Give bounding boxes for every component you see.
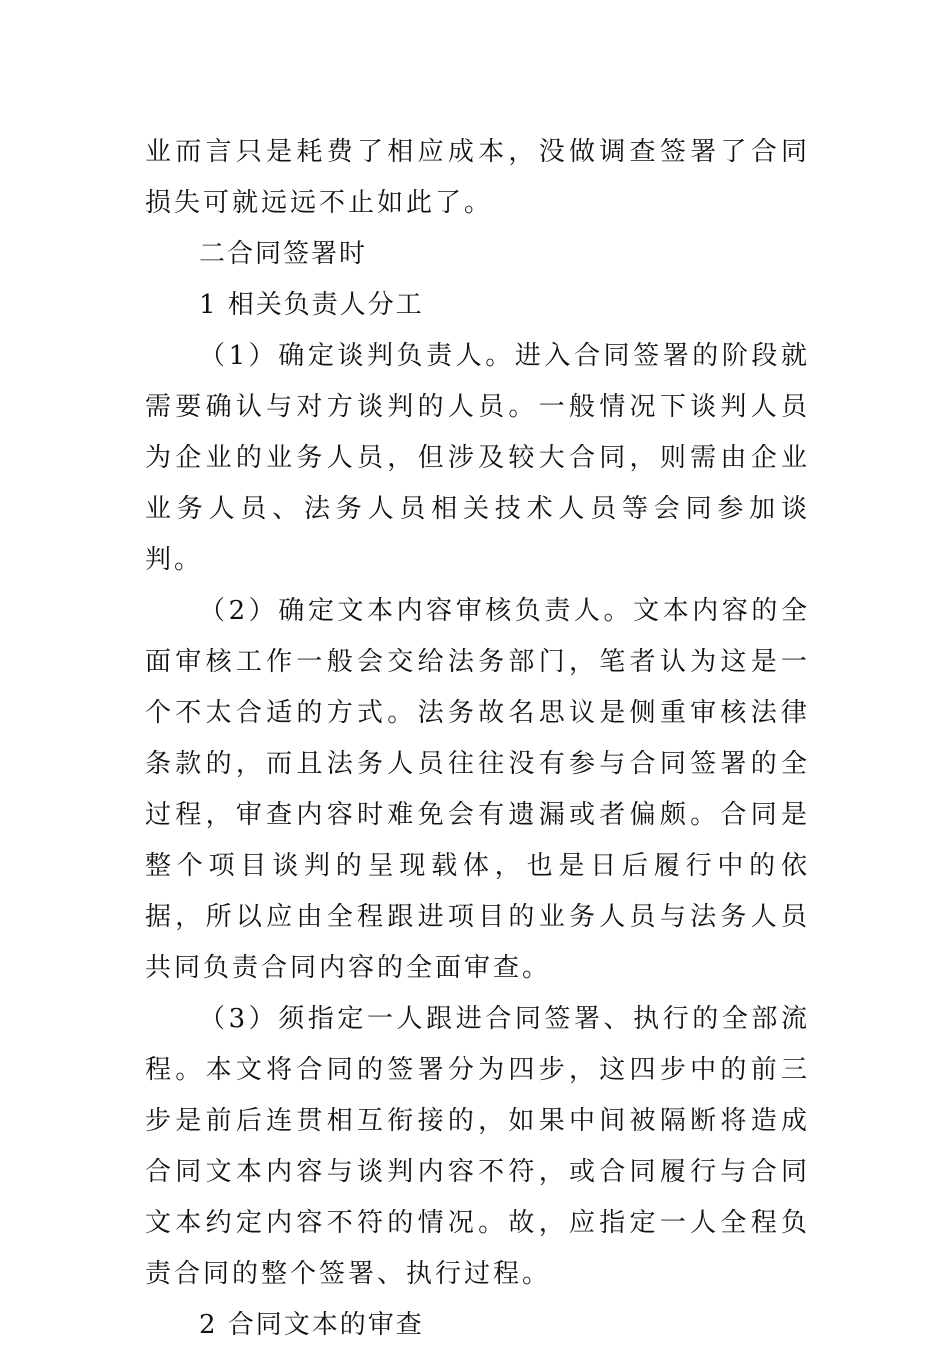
paragraph-single-owner: （3）须指定一人跟进合同签署、执行的全部流程。本文将合同的签署分为四步，这四步中的前三步是前后连贯相互衔接的，如果中间被隔断将造成合同文本内容与谈判内容不符，或合同履行与合同文本约定内容不符的情况。故，应指定一人全程负责合同的整个签署、执行过程。 (145, 1004, 810, 1289)
subsection-heading-responsibilities: 1 相关负责人分工 (199, 290, 424, 320)
paragraph-text-review-lead: （2）确定文本内容审核负责人。文本内容的全面审核工作一般会交给法务部门，笔者认为这是一个不太合适的方式。法务故名思议是侧重审核法律条款的，而且法务人员往往没有参与合同签署的全过程，审查内容时难免会有遗漏或者偏颇。合同是整个项目谈判的呈现载体，也是日后履行中的依据，所以应由全程跟进项目的业务人员与法务人员共同负责合同内容的全面审查。 (145, 596, 810, 983)
paragraph-continuation: 业而言只是耗费了相应成本，没做调查签署了合同损失可就远远不止如此了。 (145, 137, 810, 218)
document-body (145, 127, 810, 1351)
paragraph-negotiation-lead: （1）确定谈判负责人。进入合同签署的阶段就需要确认与对方谈判的人员。一般情况下谈判人员为企业的业务人员，但涉及较大合同，则需由企业业务人员、法务人员相关技术人员等会同参加谈判。 (145, 341, 810, 575)
subsection-heading-text-review: 2 合同文本的审查 (199, 1310, 424, 1340)
section-heading-signing: 二合同签署时 (199, 239, 368, 269)
